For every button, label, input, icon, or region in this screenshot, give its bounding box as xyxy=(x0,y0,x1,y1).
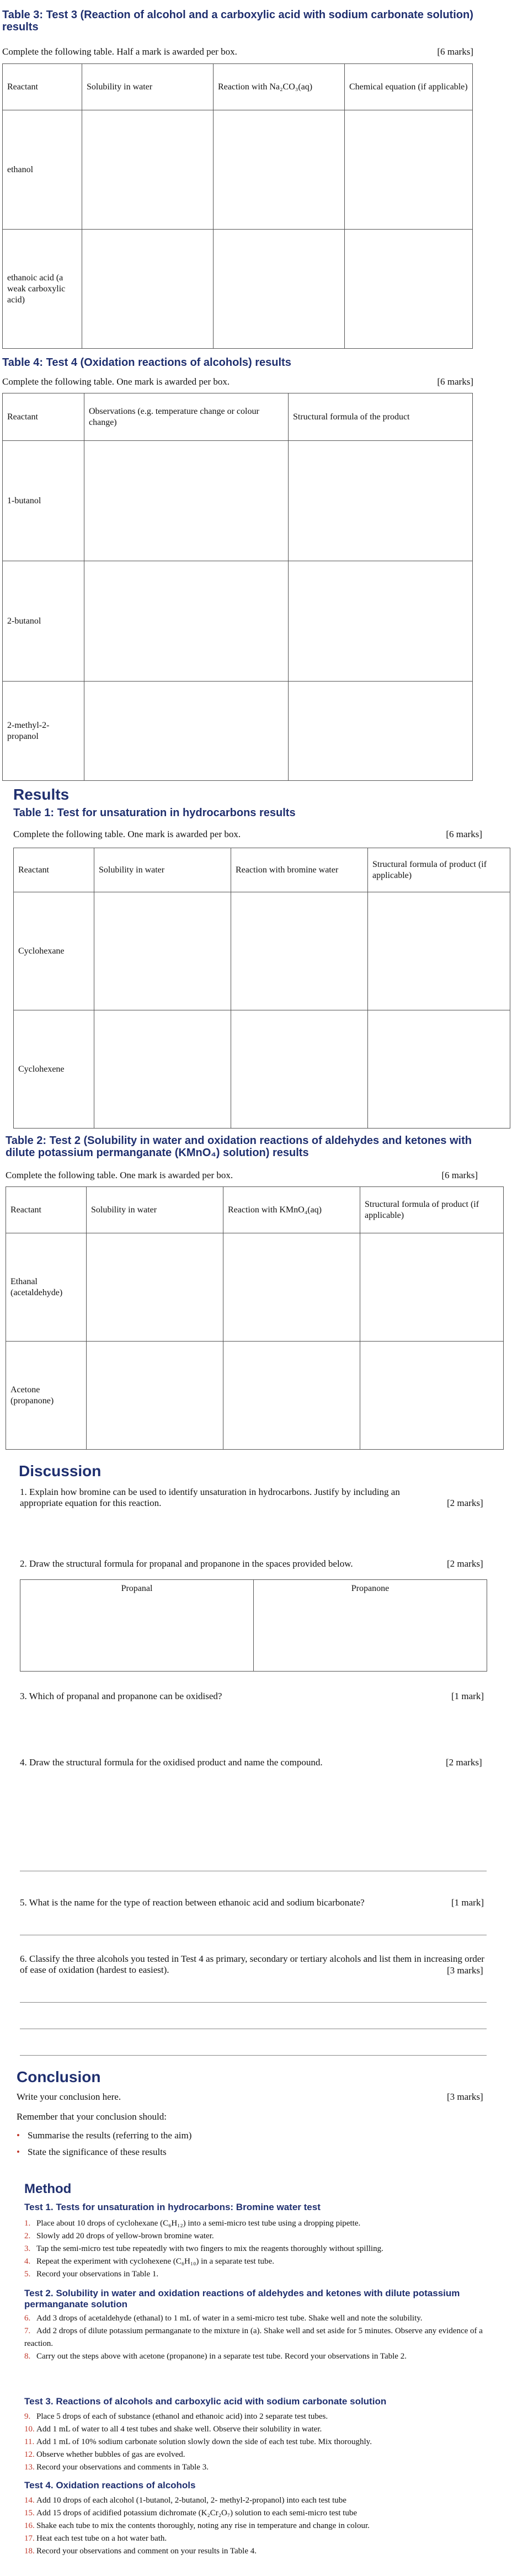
table-row xyxy=(3,230,473,349)
step-number: 3. xyxy=(24,2244,31,2253)
discussion-heading: Discussion xyxy=(19,1462,102,1479)
table1-header-cell: Reactant xyxy=(14,848,94,892)
list-item xyxy=(24,2436,499,2449)
table-row xyxy=(6,1233,504,1342)
test4-steps xyxy=(24,2494,499,2558)
step-number: 11. xyxy=(24,2437,35,2446)
table-row xyxy=(3,110,473,230)
table4-marks: [6 marks] xyxy=(437,376,473,387)
step-text: Add 3 drops of acetaldehyde (ethanal) to 1 mL of water in a semi-micro test tube. Shake well and note the solubility. xyxy=(36,2314,423,2323)
answer-cell[interactable] xyxy=(289,441,473,561)
table2-row-label: Acetone (propanone) xyxy=(6,1342,87,1450)
test2-title: Test 2. Solubility in water and oxidation reactions of aldehydes and ketones with dilute potassium permanganate solution xyxy=(24,2288,460,2309)
step-text: Add 10 drops of each alcohol (1-butanol, 2-butanol, 2- methyl-2-propanol) into each test tube xyxy=(36,2496,346,2505)
table3-row-label: ethanol xyxy=(3,110,82,230)
answer-cell[interactable] xyxy=(87,1233,223,1342)
table1-instruction xyxy=(13,829,482,840)
answer-cell[interactable] xyxy=(94,1010,231,1129)
step-text: Observe whether bubbles of gas are evolved. xyxy=(36,2450,185,2459)
list-item xyxy=(24,2243,499,2255)
propanone-box[interactable] xyxy=(254,1580,487,1672)
test3-title: Test 3. Reactions of alcohols and carboxylic acid with sodium carbonate solution xyxy=(24,2396,387,2407)
table-row xyxy=(6,1342,504,1450)
answer-line[interactable] xyxy=(20,2055,487,2056)
step-number: 7. xyxy=(24,2327,31,2335)
answer-cell[interactable] xyxy=(214,230,345,349)
step-number: 1. xyxy=(24,2219,31,2228)
step-text: Carry out the steps above with acetone (propanone) in a separate test tube. Record your observations in Table 2. xyxy=(36,2352,407,2361)
answer-cell[interactable] xyxy=(84,441,289,561)
table-row xyxy=(3,441,473,561)
table2 xyxy=(6,1186,504,1450)
table1-row-label: Cyclohexene xyxy=(14,1010,94,1129)
conclusion-marks: [3 marks] xyxy=(447,2091,483,2102)
table1-header-cell: Structural formula of product (if applicable) xyxy=(368,848,510,892)
conclusion-bullet-text: State the significance of these results xyxy=(27,2147,167,2157)
table4-instruction-text: Complete the following table. One mark is awarded per box. xyxy=(2,376,230,387)
answer-cell[interactable] xyxy=(84,561,289,682)
table2-header-cell: Reaction with KMnO₄(aq) xyxy=(223,1187,360,1233)
discussion-q4: 4. Draw the structural formula for the oxidised product and name the compound. xyxy=(20,1757,323,1768)
table1-marks: [6 marks] xyxy=(446,829,482,839)
answer-cell[interactable] xyxy=(223,1342,360,1450)
table4-header-cell: Observations (e.g. temperature change or colour change) xyxy=(84,393,289,441)
table2-instruction xyxy=(6,1170,478,1181)
table1-title: Table 1: Test for unsaturation in hydrocarbons results xyxy=(13,807,296,819)
list-item xyxy=(24,2230,499,2243)
step-text: Add 2 drops of dilute potassium permanganate to the mixture in (a). Shake well and set aside for 5 minutes. Observe any evidence of a reaction. xyxy=(24,2327,483,2348)
discussion-q2-marks: [2 marks] xyxy=(447,1558,483,1569)
table1-row-label: Cyclohexane xyxy=(14,892,94,1010)
test1-steps xyxy=(24,2217,499,2281)
table4-title: Table 4: Test 4 (Oxidation reactions of alcohols) results xyxy=(2,356,291,369)
table3-header-cell: Reaction with Na₂CO₃(aq) xyxy=(214,64,345,110)
conclusion-instruction: Write your conclusion here. xyxy=(17,2091,121,2102)
table4 xyxy=(2,393,473,781)
table4-header-cell: Structural formula of the product xyxy=(289,393,473,441)
list-item xyxy=(24,2255,499,2268)
answer-cell[interactable] xyxy=(360,1233,504,1342)
table3 xyxy=(2,63,473,349)
answer-cell[interactable] xyxy=(368,892,510,1010)
discussion-q4-marks: [2 marks] xyxy=(446,1757,482,1768)
bullet-icon: • xyxy=(17,2147,20,2157)
step-text: Tap the semi-micro test tube repeatedly with two fingers to mix the reagents thoroughly without spilling. xyxy=(36,2244,383,2253)
answer-line[interactable] xyxy=(20,2002,487,2003)
list-item xyxy=(24,2217,499,2230)
propanal-label: Propanal xyxy=(121,1584,153,1593)
list-item xyxy=(24,2410,499,2423)
conclusion-remember: Remember that your conclusion should: xyxy=(17,2111,167,2122)
conclusion-bullet-text: Summarise the results (referring to the aim) xyxy=(27,2130,192,2141)
list-item xyxy=(24,2268,499,2281)
table2-marks: [6 marks] xyxy=(441,1170,478,1180)
answer-cell[interactable] xyxy=(82,110,214,230)
table1-header-cell: Solubility in water xyxy=(94,848,231,892)
step-text: Slowly add 20 drops of yellow-brown bromine water. xyxy=(36,2232,214,2240)
table4-row-label: 2-methyl-2-propanol xyxy=(3,682,84,781)
discussion-q6-marks: [3 marks] xyxy=(447,1965,483,1976)
step-text: Repeat the experiment with cyclohexene (C₆H₁₀) in a separate test tube. xyxy=(36,2257,274,2266)
step-text: Add 1 mL of water to all 4 test tubes and shake well. Observe their solubility in water. xyxy=(36,2425,322,2434)
step-number: 6. xyxy=(24,2314,31,2323)
step-text: Record your observations and comment on your results in Table 4. xyxy=(36,2547,257,2556)
list-item xyxy=(24,2350,488,2363)
answer-cell[interactable] xyxy=(231,1010,368,1129)
table1-instruction-text: Complete the following table. One mark is awarded per box. xyxy=(13,829,241,839)
table4-header-cell: Reactant xyxy=(3,393,84,441)
step-text: Heat each test tube on a hot water bath. xyxy=(36,2534,167,2543)
answer-cell[interactable] xyxy=(82,230,214,349)
table3-header-cell: Reactant xyxy=(3,64,82,110)
table2-header-cell: Structural formula of product (if applicable) xyxy=(360,1187,504,1233)
table2-header-cell: Solubility in water xyxy=(87,1187,223,1233)
list-item xyxy=(24,2423,499,2436)
answer-cell[interactable] xyxy=(214,110,345,230)
discussion-q1-marks: [2 marks] xyxy=(447,1498,483,1508)
method-heading: Method xyxy=(24,2181,72,2196)
table2-instruction-text: Complete the following table. One mark is awarded per box. xyxy=(6,1170,233,1180)
answer-cell[interactable] xyxy=(345,110,473,230)
step-text: Add 15 drops of acidified potassium dichromate (K₂Cr₂O₇) solution to each semi-micro test tube xyxy=(36,2509,357,2518)
discussion-q5: 5. What is the name for the type of reaction between ethanoic acid and sodium bicarbonate? xyxy=(20,1897,365,1908)
list-item xyxy=(24,2449,499,2461)
table3-header-cell: Chemical equation (if applicable) xyxy=(345,64,473,110)
test1-title: Test 1. Tests for unsaturation in hydrocarbons: Bromine water test xyxy=(24,2202,321,2212)
list-item xyxy=(24,2494,499,2507)
answer-cell[interactable] xyxy=(231,892,368,1010)
table3-title: Table 3: Test 3 (Reaction of alcohol and a carboxylic acid with sodium carbonate solution) results xyxy=(2,9,473,33)
step-text: Record your observations in Table 1. xyxy=(36,2270,159,2279)
step-number: 2. xyxy=(24,2232,31,2240)
step-text: Record your observations and comments in Table 3. xyxy=(36,2463,209,2472)
test3-steps xyxy=(24,2410,499,2474)
table1 xyxy=(13,848,510,1129)
table1-header-cell: Reaction with bromine water xyxy=(231,848,368,892)
step-number: 14. xyxy=(24,2496,35,2505)
test2-steps xyxy=(24,2312,488,2363)
table3-instruction-text: Complete the following table. Half a mark is awarded per box. xyxy=(2,46,237,57)
table2-header-cell: Reactant xyxy=(6,1187,87,1233)
table-row xyxy=(3,561,473,682)
table4-instruction xyxy=(2,376,473,387)
step-number: 4. xyxy=(24,2257,31,2266)
propanal-box[interactable] xyxy=(20,1580,254,1672)
answer-cell[interactable] xyxy=(345,230,473,349)
list-item xyxy=(24,2520,499,2532)
table2-row-label: Ethanal (acetaldehyde) xyxy=(6,1233,87,1342)
discussion-q3: 3. Which of propanal and propanone can be oxidised? xyxy=(20,1691,222,1701)
step-number: 17. xyxy=(24,2534,35,2543)
conclusion-bullet xyxy=(17,2147,167,2158)
step-number: 9. xyxy=(24,2412,31,2421)
list-item xyxy=(24,2532,499,2545)
list-item xyxy=(24,2461,499,2474)
list-item xyxy=(24,2545,499,2558)
step-number: 5. xyxy=(24,2270,31,2279)
answer-cell[interactable] xyxy=(360,1342,504,1450)
conclusion-heading: Conclusion xyxy=(17,2068,101,2085)
table3-instruction xyxy=(2,46,473,57)
table3-marks: [6 marks] xyxy=(437,46,473,57)
discussion-q5-marks: [1 mark] xyxy=(451,1897,484,1908)
step-text: Shake each tube to mix the contents thoroughly, noting any rise in temperature and change in colour. xyxy=(36,2521,370,2530)
table3-header-cell: Solubility in water xyxy=(82,64,214,110)
list-item xyxy=(24,2507,499,2520)
table-row xyxy=(3,682,473,781)
step-number: 8. xyxy=(24,2352,31,2361)
test4-title: Test 4. Oxidation reactions of alcohols xyxy=(24,2480,196,2490)
step-text: Place about 10 drops of cyclohexane (C₆H₁₂) into a semi-micro test tube using a dropping pipette. xyxy=(36,2219,361,2228)
list-item xyxy=(24,2312,488,2325)
table3-row-label: ethanoic acid (a weak carboxylic acid) xyxy=(3,230,82,349)
discussion-q3-marks: [1 mark] xyxy=(451,1691,484,1701)
step-text: Place 5 drops of each of substance (ethanol and ethanoic acid) into 2 separate test tubes. xyxy=(36,2412,328,2421)
table4-row-label: 2-butanol xyxy=(3,561,84,682)
results-heading: Results xyxy=(13,786,70,803)
propanone-label: Propanone xyxy=(351,1584,390,1593)
answer-cell[interactable] xyxy=(84,682,289,781)
answer-cell[interactable] xyxy=(289,561,473,682)
step-number: 12. xyxy=(24,2450,35,2459)
step-number: 13. xyxy=(24,2463,35,2472)
table4-row-label: 1-butanol xyxy=(3,441,84,561)
step-text: Add 1 mL of 10% sodium carbonate solution slowly down the side of each test tube. Mix thoroughly. xyxy=(36,2437,372,2446)
answer-cell[interactable] xyxy=(87,1342,223,1450)
propanal-propanone-boxes xyxy=(20,1579,487,1672)
step-number: 16. xyxy=(24,2521,35,2530)
answer-cell[interactable] xyxy=(223,1233,360,1342)
bullet-icon: • xyxy=(17,2130,20,2141)
table2-title: Table 2: Test 2 (Solubility in water and oxidation reactions of aldehydes and ketones with dilute potassium permanganate (KMnO₄) solution) results xyxy=(6,1135,472,1159)
table-row xyxy=(14,892,510,1010)
answer-cell[interactable] xyxy=(94,892,231,1010)
discussion-q1: 1. Explain how bromine can be used to identify unsaturation in hydrocarbons. Justify by including an appropriate equation for this reaction. xyxy=(20,1487,400,1508)
answer-cell[interactable] xyxy=(289,682,473,781)
discussion-q6: 6. Classify the three alcohols you tested in Test 4 as primary, secondary or tertiary alcohols and list them in increasing order of ease of oxidation (hardest to easiest). xyxy=(20,1954,484,1975)
step-number: 15. xyxy=(24,2509,35,2518)
step-number: 10. xyxy=(24,2425,35,2434)
list-item xyxy=(24,2325,488,2350)
table-row xyxy=(14,1010,510,1129)
conclusion-bullet xyxy=(17,2130,191,2141)
discussion-q2: 2. Draw the structural formula for propanal and propanone in the spaces provided below. xyxy=(20,1558,353,1569)
step-number: 18. xyxy=(24,2547,35,2556)
answer-cell[interactable] xyxy=(368,1010,510,1129)
